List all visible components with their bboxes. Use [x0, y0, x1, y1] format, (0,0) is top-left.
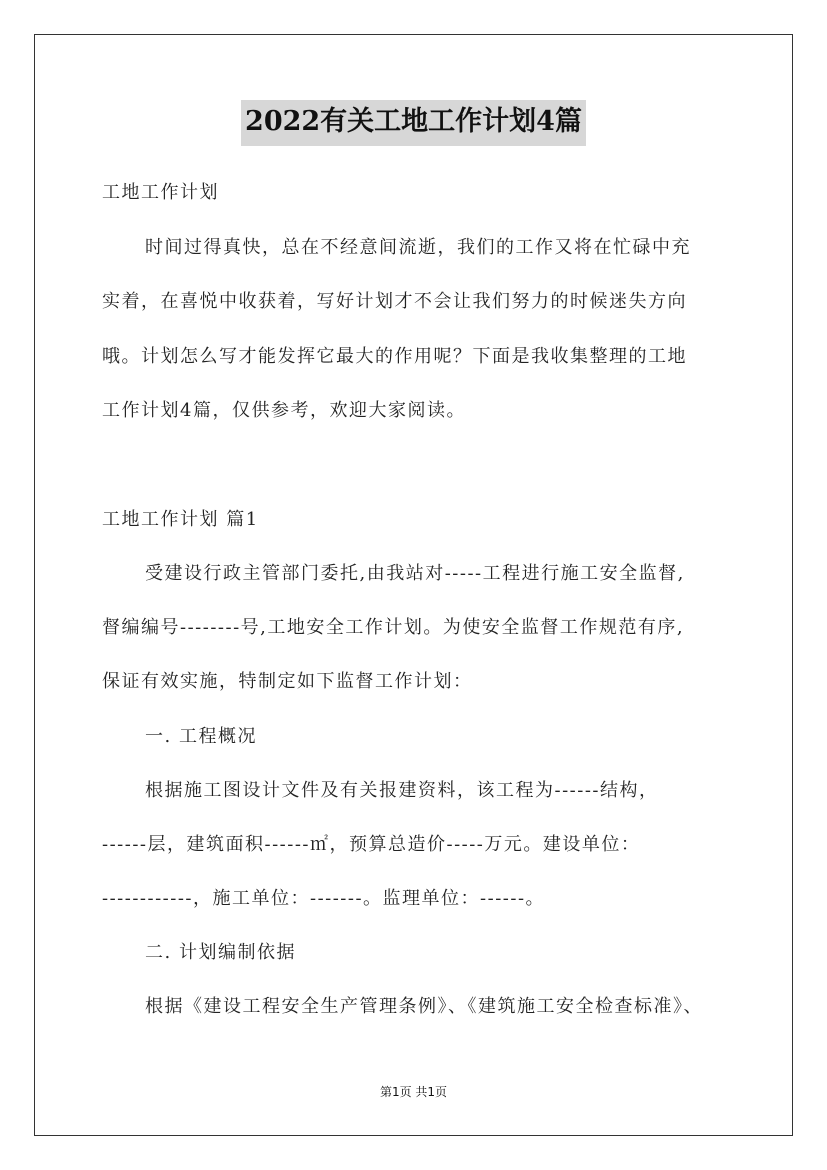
part1-heading: 工地工作计划 篇1	[102, 509, 259, 530]
sub1-line: ------层，建筑面积------㎡，预算总造价-----万元。建设单位：	[102, 834, 641, 855]
part1-line: 督编编号--------号,工地安全工作计划。为使安全监督工作规范有序,	[102, 617, 685, 638]
part1-line: 保证有效实施，特制定如下监督工作计划：	[102, 671, 473, 692]
intro-line: 实着，在喜悦中收获着，写好计划才不会让我们努力的时候迷失方向	[102, 291, 687, 312]
intro-line: 工作计划4篇，仅供参考，欢迎大家阅读。	[102, 400, 466, 421]
sub2-heading: 二. 计划编制依据	[145, 942, 296, 963]
intro-line: 哦。计划怎么写才能发挥它最大的作用呢？下面是我收集整理的工地	[102, 346, 687, 367]
section-heading: 工地工作计划	[102, 182, 219, 203]
part1-line: 受建设行政主管部门委托,由我站对-----工程进行施工安全监督,	[145, 563, 685, 584]
sub1-line: 根据施工图设计文件及有关报建资料，该工程为------结构，	[145, 780, 659, 801]
sub2-line: 根据《建设工程安全生产管理条例》、《建筑施工安全检查标准》、	[145, 996, 703, 1017]
page-footer: 第1页 共1页	[379, 1085, 448, 1099]
intro-line: 时间过得真快，总在不经意间流逝，我们的工作又将在忙碌中充	[145, 237, 691, 258]
sub1-heading: 一. 工程概况	[145, 726, 257, 747]
sub1-line: ------------，施工单位：-------。监理单位：------。	[102, 888, 546, 909]
document-title: 2022有关工地工作计划4篇	[241, 100, 586, 146]
